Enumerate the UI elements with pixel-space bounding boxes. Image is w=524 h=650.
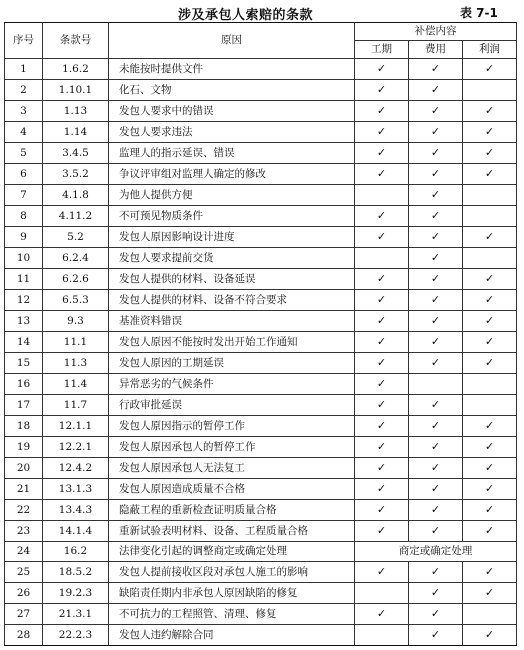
row-cost-cell xyxy=(409,290,463,311)
check-mark-icon: ✓ xyxy=(484,104,495,117)
header-clause: 条款号 xyxy=(43,23,109,59)
row-cost-cell xyxy=(409,101,463,122)
check-mark-icon: ✓ xyxy=(484,167,495,180)
row-clause: 11.7 xyxy=(43,395,109,416)
row-profit-cell xyxy=(463,437,517,458)
row-reason: 发包人提供的材料、设备延误 xyxy=(109,269,355,290)
check-mark-icon: ✓ xyxy=(376,335,387,348)
table-row xyxy=(5,625,517,646)
row-period-cell xyxy=(355,374,409,395)
check-mark-icon: ✓ xyxy=(484,461,495,474)
row-reason: 化石、文物 xyxy=(109,80,355,101)
table-number: 表 7-1 xyxy=(460,6,498,20)
table-row xyxy=(5,227,517,248)
table-row xyxy=(5,248,517,269)
row-period-cell xyxy=(355,122,409,143)
check-mark-icon: ✓ xyxy=(376,272,387,285)
row-clause: 14.1.4 xyxy=(43,521,109,542)
table-caption xyxy=(0,4,524,22)
check-mark-icon: ✓ xyxy=(376,83,387,96)
row-cost-cell xyxy=(409,395,463,416)
check-mark-icon: ✓ xyxy=(376,167,387,180)
row-cost-cell xyxy=(409,332,463,353)
row-period-cell xyxy=(355,604,409,625)
row-cost-cell xyxy=(409,227,463,248)
row-period-cell xyxy=(355,269,409,290)
table-header xyxy=(5,23,517,59)
table-body xyxy=(5,59,517,646)
check-mark-icon: ✓ xyxy=(376,146,387,159)
row-period-cell xyxy=(355,164,409,185)
row-period-cell xyxy=(355,206,409,227)
row-period-cell xyxy=(355,332,409,353)
table-title: 涉及承包人索赔的条款 xyxy=(178,8,314,23)
row-cost-cell xyxy=(409,625,463,646)
row-reason: 发包人要求中的错误 xyxy=(109,101,355,122)
check-mark-icon: ✓ xyxy=(484,524,495,537)
check-mark-icon: ✓ xyxy=(484,293,495,306)
row-profit-cell xyxy=(463,604,517,625)
check-mark-icon: ✓ xyxy=(430,209,441,222)
table-row xyxy=(5,458,517,479)
row-number: 18 xyxy=(5,416,43,437)
row-number: 28 xyxy=(5,625,43,646)
row-number: 11 xyxy=(5,269,43,290)
row-period-cell xyxy=(355,458,409,479)
row-clause: 22.2.3 xyxy=(43,625,109,646)
check-mark-icon: ✓ xyxy=(430,251,441,264)
claims-table xyxy=(4,22,517,646)
check-mark-icon: ✓ xyxy=(430,440,441,453)
check-mark-icon: ✓ xyxy=(484,440,495,453)
header-period: 工期 xyxy=(355,41,409,59)
row-number: 16 xyxy=(5,374,43,395)
row-clause: 12.4.2 xyxy=(43,458,109,479)
row-profit-cell xyxy=(463,458,517,479)
table-row xyxy=(5,290,517,311)
check-mark-icon: ✓ xyxy=(430,230,441,243)
check-mark-icon: ✓ xyxy=(430,62,441,75)
row-reason: 发包人原因承包人的暂停工作 xyxy=(109,437,355,458)
row-clause: 21.3.1 xyxy=(43,604,109,625)
row-profit-cell xyxy=(463,395,517,416)
table-row xyxy=(5,80,517,101)
check-mark-icon: ✓ xyxy=(430,607,441,620)
row-period-cell xyxy=(355,248,409,269)
row-reason: 发包人违约解除合同 xyxy=(109,625,355,646)
check-mark-icon: ✓ xyxy=(376,356,387,369)
check-mark-icon: ✓ xyxy=(484,314,495,327)
row-period-cell xyxy=(355,290,409,311)
check-mark-icon: ✓ xyxy=(376,62,387,75)
row-number: 19 xyxy=(5,437,43,458)
row-clause: 9.3 xyxy=(43,311,109,332)
table-row xyxy=(5,143,517,164)
row-reason: 发包人要求提前交货 xyxy=(109,248,355,269)
row-period-cell xyxy=(355,227,409,248)
check-mark-icon: ✓ xyxy=(484,356,495,369)
row-clause: 1.10.1 xyxy=(43,80,109,101)
row-cost-cell xyxy=(409,437,463,458)
check-mark-icon: ✓ xyxy=(430,272,441,285)
row-profit-cell xyxy=(463,311,517,332)
row-period-cell xyxy=(355,437,409,458)
row-reason: 法律变化引起的调整商定或确定处理 xyxy=(109,542,355,562)
row-reason: 发包人原因造成质量不合格 xyxy=(109,479,355,500)
table-row xyxy=(5,332,517,353)
row-reason: 发包人原因不能按时发出开始工作通知 xyxy=(109,332,355,353)
check-mark-icon: ✓ xyxy=(376,503,387,516)
check-mark-icon: ✓ xyxy=(430,188,441,201)
row-cost-cell xyxy=(409,80,463,101)
row-clause: 11.1 xyxy=(43,332,109,353)
row-period-cell xyxy=(355,521,409,542)
row-number: 20 xyxy=(5,458,43,479)
row-period-cell xyxy=(355,416,409,437)
row-number: 1 xyxy=(5,59,43,80)
table-row xyxy=(5,395,517,416)
check-mark-icon: ✓ xyxy=(430,398,441,411)
row-cost-cell xyxy=(409,521,463,542)
row-cost-cell xyxy=(409,311,463,332)
table-row xyxy=(5,437,517,458)
row-reason: 基准资料错误 xyxy=(109,311,355,332)
table-row xyxy=(5,311,517,332)
check-mark-icon: ✓ xyxy=(430,293,441,306)
table-row xyxy=(5,521,517,542)
check-mark-icon: ✓ xyxy=(430,104,441,117)
row-cost-cell xyxy=(409,164,463,185)
table-row xyxy=(5,562,517,583)
table-row xyxy=(5,500,517,521)
check-mark-icon: ✓ xyxy=(430,314,441,327)
check-mark-icon: ✓ xyxy=(376,104,387,117)
row-profit-cell xyxy=(463,625,517,646)
row-number: 4 xyxy=(5,122,43,143)
row-period-cell xyxy=(355,59,409,80)
table-row xyxy=(5,479,517,500)
row-number: 24 xyxy=(5,542,43,562)
check-mark-icon: ✓ xyxy=(430,628,441,641)
table-row xyxy=(5,604,517,625)
row-profit-cell xyxy=(463,206,517,227)
table-row xyxy=(5,122,517,143)
row-reason: 缺陷责任期内非承包人原因缺陷的修复 xyxy=(109,583,355,604)
row-clause: 6.5.3 xyxy=(43,290,109,311)
row-profit-cell xyxy=(463,227,517,248)
check-mark-icon: ✓ xyxy=(484,419,495,432)
row-cost-cell xyxy=(409,248,463,269)
row-profit-cell xyxy=(463,164,517,185)
check-mark-icon: ✓ xyxy=(430,503,441,516)
row-clause: 18.5.2 xyxy=(43,562,109,583)
row-profit-cell xyxy=(463,59,517,80)
row-clause: 3.4.5 xyxy=(43,143,109,164)
row-reason: 隐蔽工程的重新检查证明质量合格 xyxy=(109,500,355,521)
check-mark-icon: ✓ xyxy=(430,125,441,138)
row-clause: 11.4 xyxy=(43,374,109,395)
table-row xyxy=(5,185,517,206)
row-period-cell xyxy=(355,353,409,374)
row-cost-cell xyxy=(409,143,463,164)
row-period-cell xyxy=(355,500,409,521)
row-number: 21 xyxy=(5,479,43,500)
check-mark-icon: ✓ xyxy=(430,356,441,369)
row-reason: 未能按时提供文件 xyxy=(109,59,355,80)
header-reason: 原因 xyxy=(109,23,355,59)
check-mark-icon: ✓ xyxy=(430,167,441,180)
table-row xyxy=(5,583,517,604)
row-number: 23 xyxy=(5,521,43,542)
row-number: 25 xyxy=(5,562,43,583)
check-mark-icon: ✓ xyxy=(430,482,441,495)
row-profit-cell xyxy=(463,248,517,269)
table-row xyxy=(5,269,517,290)
row-clause: 1.14 xyxy=(43,122,109,143)
row-cost-cell xyxy=(409,458,463,479)
row-profit-cell xyxy=(463,521,517,542)
row-profit-cell xyxy=(463,80,517,101)
table-row xyxy=(5,374,517,395)
row-profit-cell xyxy=(463,374,517,395)
check-mark-icon: ✓ xyxy=(376,524,387,537)
row-profit-cell xyxy=(463,143,517,164)
check-mark-icon: ✓ xyxy=(484,62,495,75)
row-reason: 发包人提供的材料、设备不符合要求 xyxy=(109,290,355,311)
row-period-cell xyxy=(355,143,409,164)
check-mark-icon: ✓ xyxy=(484,335,495,348)
row-profit-cell xyxy=(463,185,517,206)
row-number: 9 xyxy=(5,227,43,248)
check-mark-icon: ✓ xyxy=(376,565,387,578)
table-row xyxy=(5,416,517,437)
row-number: 3 xyxy=(5,101,43,122)
check-mark-icon: ✓ xyxy=(376,440,387,453)
row-clause: 13.4.3 xyxy=(43,500,109,521)
row-number: 13 xyxy=(5,311,43,332)
row-number: 7 xyxy=(5,185,43,206)
row-clause: 1.6.2 xyxy=(43,59,109,80)
check-mark-icon: ✓ xyxy=(484,146,495,159)
row-cost-cell xyxy=(409,206,463,227)
check-mark-icon: ✓ xyxy=(484,482,495,495)
row-clause: 3.5.2 xyxy=(43,164,109,185)
row-cost-cell xyxy=(409,59,463,80)
row-reason: 行政审批延误 xyxy=(109,395,355,416)
check-mark-icon: ✓ xyxy=(430,146,441,159)
table-row xyxy=(5,59,517,80)
row-number: 14 xyxy=(5,332,43,353)
row-clause: 12.2.1 xyxy=(43,437,109,458)
table-row xyxy=(5,101,517,122)
check-mark-icon: ✓ xyxy=(376,209,387,222)
table-row xyxy=(5,164,517,185)
row-cost-cell xyxy=(409,374,463,395)
row-period-cell xyxy=(355,479,409,500)
check-mark-icon: ✓ xyxy=(430,461,441,474)
row-profit-cell xyxy=(463,583,517,604)
row-number: 2 xyxy=(5,80,43,101)
row-profit-cell xyxy=(463,122,517,143)
table-row xyxy=(5,206,517,227)
row-clause: 16.2 xyxy=(43,542,109,562)
row-number: 22 xyxy=(5,500,43,521)
row-period-cell xyxy=(355,101,409,122)
row-cost-cell xyxy=(409,185,463,206)
row-number: 12 xyxy=(5,290,43,311)
check-mark-icon: ✓ xyxy=(430,335,441,348)
row-clause: 12.1.1 xyxy=(43,416,109,437)
row-number: 17 xyxy=(5,395,43,416)
header-profit: 利润 xyxy=(463,41,517,59)
row-number: 8 xyxy=(5,206,43,227)
row-reason: 发包人要求违法 xyxy=(109,122,355,143)
row-reason: 争议评审组对监理人确定的修改 xyxy=(109,164,355,185)
row-cost-cell xyxy=(409,583,463,604)
row-cost-cell xyxy=(409,604,463,625)
row-cost-cell xyxy=(409,416,463,437)
row-profit-cell xyxy=(463,416,517,437)
row-number: 5 xyxy=(5,143,43,164)
row-reason: 监理人的指示延误、错误 xyxy=(109,143,355,164)
check-mark-icon: ✓ xyxy=(376,377,387,390)
check-mark-icon: ✓ xyxy=(484,503,495,516)
row-profit-cell xyxy=(463,269,517,290)
row-number: 6 xyxy=(5,164,43,185)
row-reason: 不可预见物质条件 xyxy=(109,206,355,227)
row-profit-cell xyxy=(463,101,517,122)
row-number: 10 xyxy=(5,248,43,269)
row-period-cell xyxy=(355,80,409,101)
row-profit-cell xyxy=(463,562,517,583)
check-mark-icon: ✓ xyxy=(430,565,441,578)
row-number: 15 xyxy=(5,353,43,374)
row-reason: 发包人提前接收区段对承包人施工的影响 xyxy=(109,562,355,583)
check-mark-icon: ✓ xyxy=(430,524,441,537)
row-reason: 发包人原因承包人无法复工 xyxy=(109,458,355,479)
header-no: 序号 xyxy=(5,23,43,59)
row-reason: 不可抗力的工程照管、清理、修复 xyxy=(109,604,355,625)
row-clause: 5.2 xyxy=(43,227,109,248)
row-profit-cell xyxy=(463,500,517,521)
row-cost-cell xyxy=(409,353,463,374)
row-period-cell xyxy=(355,625,409,646)
row-profit-cell xyxy=(463,332,517,353)
check-mark-icon: ✓ xyxy=(430,419,441,432)
row-profit-cell xyxy=(463,353,517,374)
check-mark-icon: ✓ xyxy=(430,586,441,599)
row-clause: 6.2.6 xyxy=(43,269,109,290)
check-mark-icon: ✓ xyxy=(376,482,387,495)
row-reason: 为他人提供方便 xyxy=(109,185,355,206)
row-cost-cell xyxy=(409,122,463,143)
check-mark-icon: ✓ xyxy=(376,419,387,432)
row-period-cell xyxy=(355,185,409,206)
row-reason: 发包人原因的工期延误 xyxy=(109,353,355,374)
header-compensation: 补偿内容 xyxy=(355,23,517,41)
check-mark-icon: ✓ xyxy=(484,272,495,285)
check-mark-icon: ✓ xyxy=(376,607,387,620)
row-clause: 4.11.2 xyxy=(43,206,109,227)
check-mark-icon: ✓ xyxy=(376,293,387,306)
row-period-cell xyxy=(355,311,409,332)
row-reason: 发包人原因指示的暂停工作 xyxy=(109,416,355,437)
row-compensation-merged: 商定或确定处理 xyxy=(355,542,517,562)
row-reason: 异常恶劣的气候条件 xyxy=(109,374,355,395)
check-mark-icon: ✓ xyxy=(484,125,495,138)
row-number: 27 xyxy=(5,604,43,625)
row-clause: 4.1.8 xyxy=(43,185,109,206)
row-clause: 11.3 xyxy=(43,353,109,374)
check-mark-icon: ✓ xyxy=(430,83,441,96)
header-cost: 费用 xyxy=(409,41,463,59)
row-cost-cell xyxy=(409,500,463,521)
table-row xyxy=(5,542,517,562)
check-mark-icon: ✓ xyxy=(484,628,495,641)
check-mark-icon: ✓ xyxy=(376,398,387,411)
row-number: 26 xyxy=(5,583,43,604)
row-period-cell xyxy=(355,395,409,416)
row-cost-cell xyxy=(409,479,463,500)
check-mark-icon: ✓ xyxy=(376,230,387,243)
row-reason: 重新试验表明材料、设备、工程质量合格 xyxy=(109,521,355,542)
row-cost-cell xyxy=(409,562,463,583)
row-clause: 19.2.3 xyxy=(43,583,109,604)
row-profit-cell xyxy=(463,290,517,311)
row-clause: 6.2.4 xyxy=(43,248,109,269)
row-clause: 1.13 xyxy=(43,101,109,122)
table-row xyxy=(5,353,517,374)
check-mark-icon: ✓ xyxy=(484,230,495,243)
check-mark-icon: ✓ xyxy=(484,586,495,599)
check-mark-icon: ✓ xyxy=(376,125,387,138)
row-cost-cell xyxy=(409,269,463,290)
check-mark-icon: ✓ xyxy=(376,314,387,327)
row-period-cell xyxy=(355,583,409,604)
check-mark-icon: ✓ xyxy=(484,565,495,578)
row-period-cell xyxy=(355,562,409,583)
row-profit-cell xyxy=(463,479,517,500)
check-mark-icon: ✓ xyxy=(376,461,387,474)
row-clause: 13.1.3 xyxy=(43,479,109,500)
row-reason: 发包人原因影响设计进度 xyxy=(109,227,355,248)
